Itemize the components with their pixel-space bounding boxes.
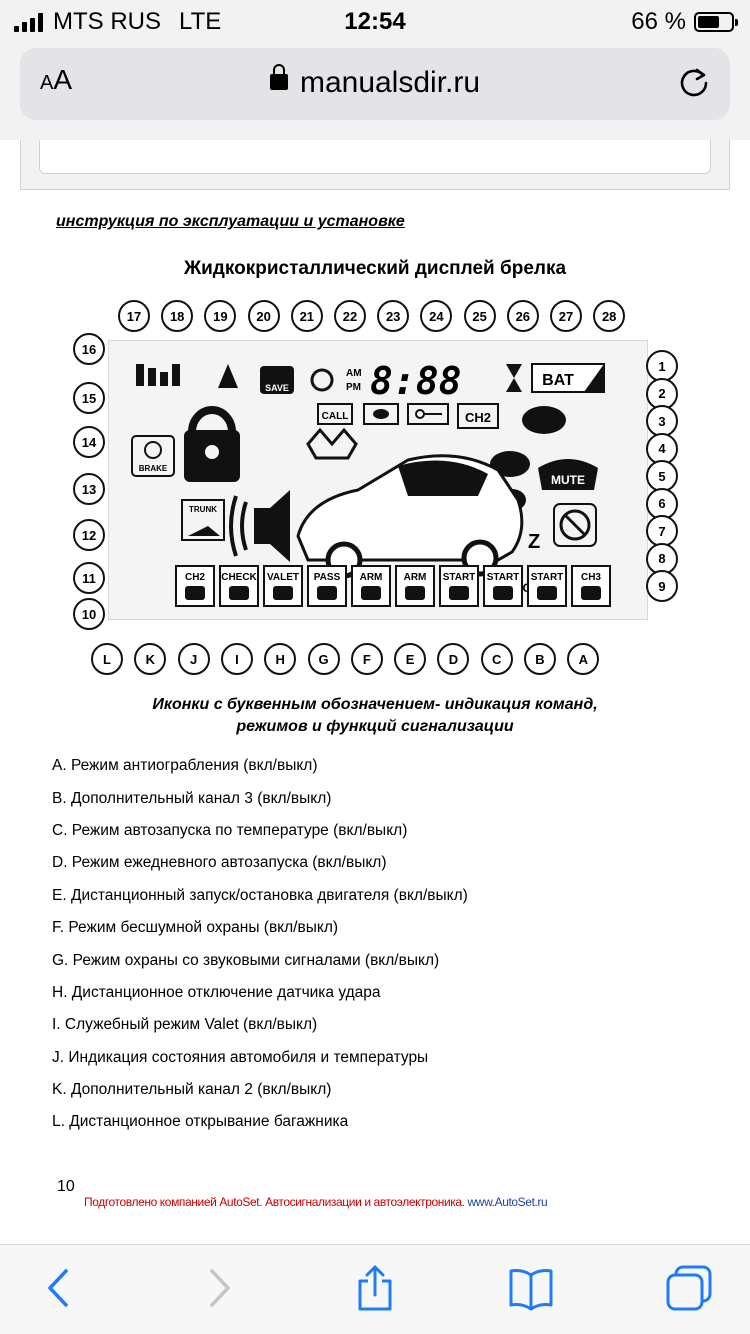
lcd-bottom-icon-glyph-0 [185,586,205,600]
share-icon[interactable] [352,1265,398,1311]
callout-7: 7 [646,515,678,547]
lcd-bottom-icon-glyph-9 [581,586,601,600]
legend-item: A. Режим антиограбления (вкл/выкл) [52,757,318,775]
callout-13: 13 [73,473,105,505]
callout-d: D [437,643,469,675]
diagram-title: Жидкокристаллический дисплей брелка [183,258,567,279]
callout-14: 14 [73,426,105,458]
callout-19: 19 [204,300,236,332]
lcd-bottom-icon-label-8: START [530,572,564,583]
lcd-bottom-icon-label-5: ARM [403,572,427,583]
legend-item: G. Режим охраны со звуковыми сигналами (вкл/выкл) [52,951,440,969]
tabs-icon[interactable] [666,1265,712,1311]
callout-k: K [134,643,166,675]
status-bar [0,0,750,42]
legend-list [52,750,692,1139]
lcd-display [108,340,648,620]
caption-line-1: Иконки с буквенным обозначением- индикация команд, [152,696,598,713]
page-top-card [39,140,711,174]
browser-header [0,42,750,140]
lcd-bottom-icon-label-3: PASS [313,572,341,583]
lcd-diagram [56,295,696,685]
back-icon[interactable] [36,1265,82,1311]
callout-2: 2 [646,378,678,410]
lcd-bottom-icon-label-6: START [442,572,476,583]
callout-26: 26 [507,300,539,332]
legend-item: H. Дистанционное отключение датчика удара [52,983,381,1001]
lcd-sleep-label: Z [528,531,541,553]
lcd-bottom-icon-glyph-2 [273,586,293,600]
callout-8: 8 [646,543,678,575]
legend-item: I. Служебный режим Valet (вкл/выкл) [52,1016,318,1034]
callout-20: 20 [248,300,280,332]
carrier-name: MTS RUS [53,8,161,35]
lcd-bottom-icon-glyph-3 [317,586,337,600]
lcd-bottom-icon-glyph-8 [537,586,557,600]
lcd-bottom-icon-label-1: CHECK [221,572,257,583]
lcd-bottom-icon-label-4: ARM [359,572,383,583]
legend-item: D. Режим ежедневного автозапуска (вкл/выкл) [52,854,387,872]
lcd-bottom-icon-glyph-4 [361,586,381,600]
callout-18: 18 [161,300,193,332]
lcd-pm-label: PM [346,382,361,393]
battery-icon [694,12,734,32]
lcd-bottom-icon-label-2: VALET [266,572,300,583]
callout-5: 5 [646,460,678,492]
credit-link[interactable]: www.AutoSet.ru [467,1195,548,1209]
callout-3: 3 [646,405,678,437]
callout-27: 27 [550,300,582,332]
callout-21: 21 [291,300,323,332]
lcd-time-digits: 8:88 [370,359,462,403]
footer-credit [84,1195,547,1209]
callout-9: 9 [646,570,678,602]
legend-item: F. Режим бесшумной охраны (вкл/выкл) [52,919,339,937]
forward-icon[interactable] [196,1265,242,1311]
battery-percent: 66 % [631,8,686,35]
lcd-bottom-icon-glyph-5 [405,586,425,600]
callout-10: 10 [73,598,105,630]
callout-24: 24 [420,300,452,332]
callout-15: 15 [73,382,105,414]
callout-a: A [567,643,599,675]
legend-item: B. Дополнительный канал 3 (вкл/выкл) [52,789,332,807]
lcd-ch2-label: CH2 [464,410,492,425]
legend-item: C. Режим автозапуска по температуре (вкл/выкл) [52,821,408,839]
bookmarks-icon[interactable] [508,1265,554,1311]
lcd-bottom-icon-glyph-1 [229,586,249,600]
lcd-bat-label: BAT [542,372,574,389]
diagram-caption [0,694,750,738]
lcd-bottom-icon-label-9: CH3 [580,572,602,583]
status-right [631,8,734,36]
legend-item: J. Индикация состояния автомобиля и температуры [52,1048,429,1066]
lcd-blob-icon-4 [522,406,566,434]
lcd-bottom-icon-glyph-7 [493,586,513,600]
lcd-brake-label: BRAKE [138,464,168,473]
callout-23: 23 [377,300,409,332]
callout-b: B [524,643,556,675]
credit-text: Подготовлено компанией AutoSet. Автосигнализации и автоэлектроника. [84,1195,468,1209]
callout-h: H [264,643,296,675]
lcd-call-label: CALL [321,411,349,422]
callout-f: F [351,643,383,675]
callout-22: 22 [334,300,366,332]
lcd-drawing [108,340,648,620]
page-number: 10 [57,1178,75,1195]
callout-l: L [91,643,123,675]
callout-j: J [178,643,210,675]
text-size-label: AA [40,64,73,95]
browser-toolbar [0,1244,750,1334]
callout-12: 12 [73,519,105,551]
lcd-bottom-icon-glyph-6 [449,586,469,600]
callout-c: C [481,643,513,675]
document-header: инструкция по эксплуатации и установке [56,213,405,230]
legend-item: L. Дистанционное открывание багажника [52,1113,349,1131]
address-bar[interactable] [20,48,730,120]
reload-icon[interactable] [676,64,712,100]
lcd-bottom-icon-label-0: CH2 [184,572,206,583]
callout-4: 4 [646,433,678,465]
callout-28: 28 [593,300,625,332]
callout-17: 17 [118,300,150,332]
network-type: LTE [179,8,222,35]
lcd-mute-label: MUTE [551,473,585,487]
lcd-trunk-label: TRUNK [189,505,217,514]
callout-g: G [308,643,340,675]
legend-item: E. Дистанционный запуск/остановка двигателя (вкл/выкл) [52,886,468,904]
status-time: 12:54 [344,8,406,35]
callout-11: 11 [73,562,105,594]
lcd-bottom-icon-label-7: START [486,572,520,583]
lcd-am-label: AM [346,368,362,379]
url-text: manualsdir.ru [299,66,481,99]
url-display[interactable] [20,66,730,100]
caption-line-2: режимов и функций сигнализации [236,718,514,735]
battery-fill [698,16,719,28]
page-top-frame [20,140,730,190]
lock-icon [270,74,288,90]
legend-item: K. Дополнительный канал 2 (вкл/выкл) [52,1081,332,1099]
callout-e: E [394,643,426,675]
callout-6: 6 [646,488,678,520]
callout-25: 25 [464,300,496,332]
callout-16: 16 [73,333,105,365]
lcd-save-label: SAVE [265,383,289,393]
callout-i: I [221,643,253,675]
callout-1: 1 [646,350,678,382]
